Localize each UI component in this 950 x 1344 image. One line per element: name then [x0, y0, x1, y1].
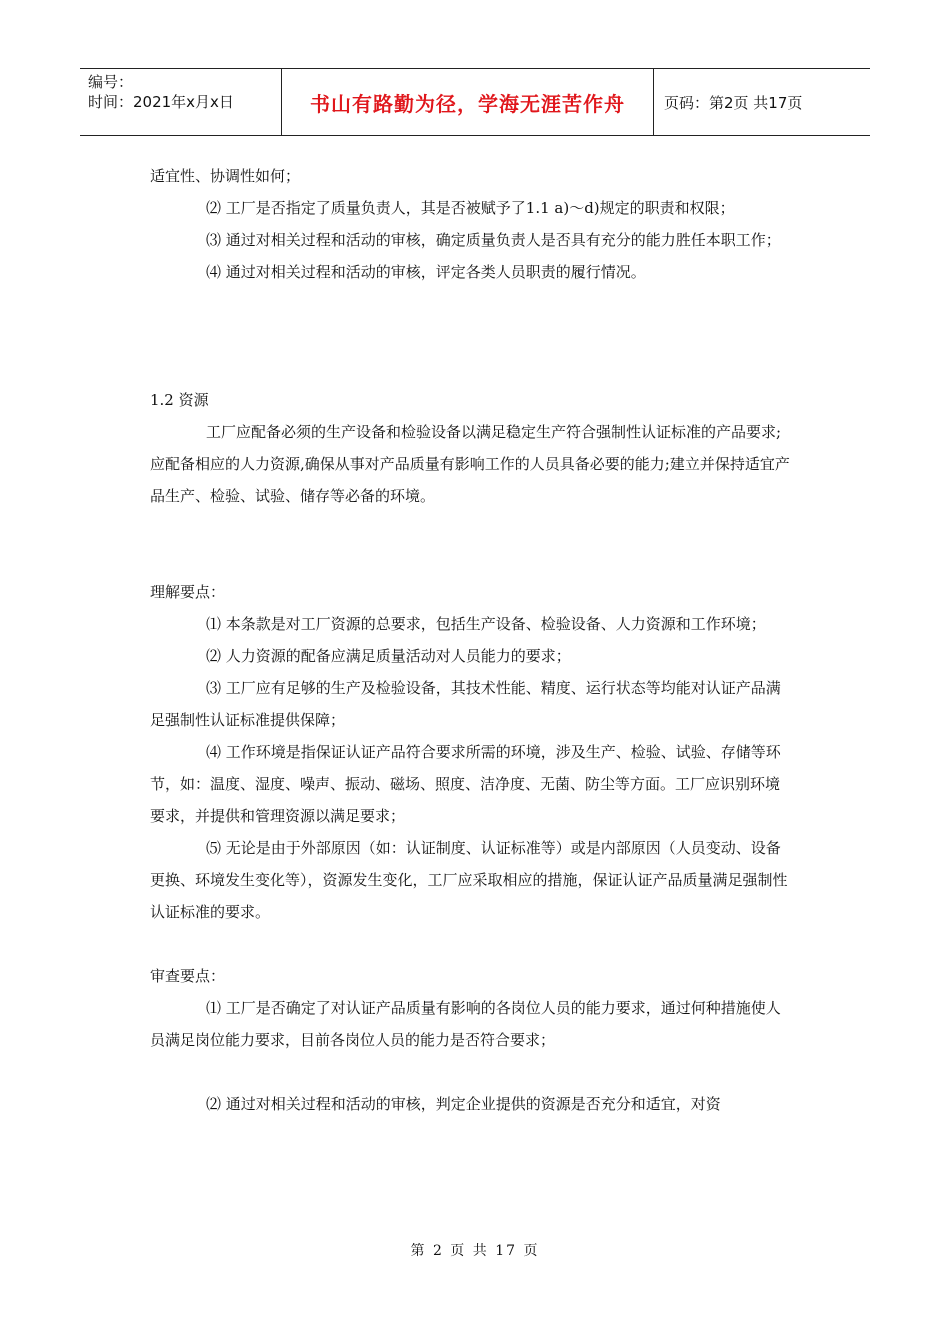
list-item: ⑴ 本条款是对工厂资源的总要求，包括生产设备、检验设备、人力资源和工作环境；	[206, 615, 766, 633]
review-heading: 审查要点：	[150, 967, 226, 985]
list-item: ⑷ 通过对相关过程和活动的审核，评定各类人员职责的履行情况。	[206, 263, 646, 281]
paragraph: 适宜性、协调性如何；	[150, 167, 301, 185]
page-header	[80, 68, 870, 136]
list-item: ⑵ 人力资源的配备应满足质量活动对人员能力的要求；	[206, 647, 571, 665]
list-item: ⑸ 无论是由于外部原因（如：认证制度、认证标准等）或是内部原因（人员变动、设备更换、环境发生变化等），资源发生变化，工厂应采取相应的措施，保证认证产品质量满足强制性认证标准的要求。	[150, 839, 788, 921]
list-item: ⑶ 工厂应有足够的生产及检验设备，其技术性能、精度、运行状态等均能对认证产品满足强制性认证标准提供保障；	[150, 679, 781, 729]
list-item: ⑵ 工厂是否指定了质量负责人，其是否被赋予了1.1 a)～d)规定的职责和权限；	[206, 199, 735, 217]
doc-time-label: 时间：2021年x月x日	[88, 93, 234, 111]
page-footer: 第 2 页 共 17 页	[410, 1243, 540, 1259]
list-item: ⑷ 工作环境是指保证认证产品符合要求所需的环境，涉及生产、检验、试验、存储等环节，如：温度、湿度、噪声、振动、磁场、照度、洁净度、无菌、防尘等方面。工厂应识别环境要求，并提供和管理资源以满足要求；	[150, 743, 781, 825]
header-motto: 书山有路勤为径，学海无涯苦作舟	[282, 69, 654, 135]
list-item: ⑶ 通过对相关过程和活动的审核，确定质量负责人是否具有充分的能力胜任本职工作；	[206, 231, 781, 249]
header-page-info: 页码：第2页 共17页	[664, 93, 803, 112]
document-body	[150, 160, 790, 1120]
list-item: ⑴ 工厂是否确定了对认证产品质量有影响的各岗位人员的能力要求，通过何种措施使人员满足岗位能力要求，目前各岗位人员的能力是否符合要求；	[150, 999, 781, 1049]
understanding-heading: 理解要点：	[150, 583, 226, 601]
section-paragraph: 工厂应配备必须的生产设备和检验设备以满足稳定生产符合强制性认证标准的产品要求;应配备相应的人力资源,确保从事对产品质量有影响工作的人员具备必要的能力;建立并保持适宜产品生产、检验、试验、储存等必备的环境。	[150, 423, 790, 505]
doc-number-label: 编号：	[88, 73, 134, 91]
list-item: ⑵ 通过对相关过程和活动的审核，判定企业提供的资源是否充分和适宜，对资	[206, 1095, 721, 1113]
header-meta	[80, 69, 282, 135]
section-title: 1.2 资源	[150, 391, 209, 409]
